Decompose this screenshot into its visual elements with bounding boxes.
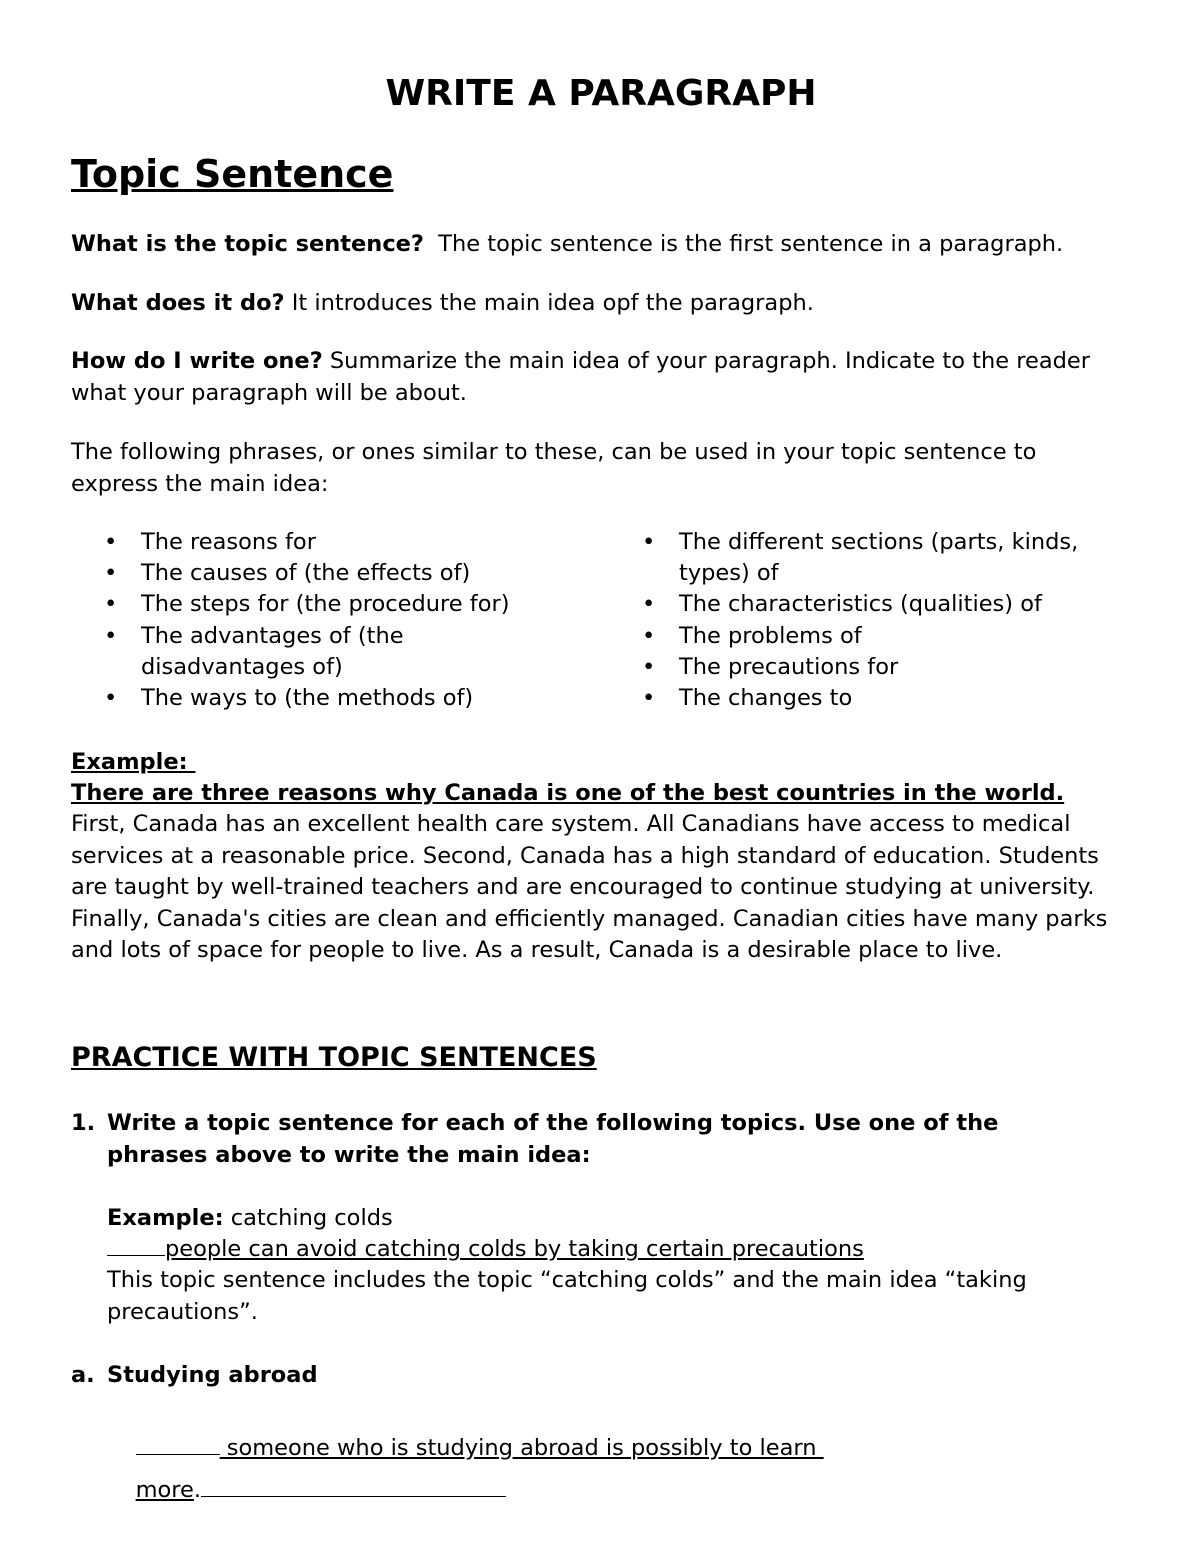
list-item: • The reasons for xyxy=(141,527,316,559)
list-item-continuation: types) of xyxy=(679,560,779,586)
task-number: 1. xyxy=(71,1110,96,1136)
qa-question: How do I write one? xyxy=(71,348,323,374)
list-item: • The characteristics (qualities) of xyxy=(679,589,1042,621)
bullet-icon: • xyxy=(642,529,656,555)
task-instruction: Write a topic sentence for each of the following topics. Use one of the phrases above to write the main idea: xyxy=(107,1110,999,1168)
qa-topic-sentence xyxy=(71,229,1131,261)
bullet-icon: • xyxy=(104,685,118,711)
bullet-icon: • xyxy=(104,591,118,617)
task-example-topic: catching colds xyxy=(223,1205,393,1231)
task-example xyxy=(107,1203,1167,1235)
list-item: • The different sections (parts, kinds, xyxy=(679,527,1078,559)
bullet-icon: • xyxy=(642,654,656,680)
item-a-answer-continued: more xyxy=(135,1476,194,1503)
example-body: First, Canada has an excellent health care system. All Canadians have access to medical services at a reasonable price. Second, Canada has a high standard of education. Students are taught by well-trained teachers and are encouraged to continue studying at university. Finally, Canada's cities are clean and efficiently managed. Canadian cities have many parks and lots of space for people to live. As a result, Canada is a desirable place to live. xyxy=(71,811,1108,963)
list-item: • The precautions for xyxy=(679,652,898,684)
list-item: • The causes of (the effects of) xyxy=(141,558,470,590)
bullet-icon: • xyxy=(642,623,656,649)
qa-answer: Summarize the main idea of your paragraph. Indicate to the reader what your paragraph will be about. xyxy=(71,348,1090,406)
item-a-answer: someone who is studying abroad is possibly to learn xyxy=(219,1434,824,1461)
task-example-answer-line xyxy=(107,1234,1167,1266)
practice-heading: PRACTICE WITH TOPIC SENTENCES xyxy=(71,1042,597,1073)
phrases-intro: The following phrases, or ones similar to these, can be used in your topic sentence to express the main idea: xyxy=(71,439,1037,497)
bullet-icon: • xyxy=(104,623,118,649)
bullet-icon: • xyxy=(642,685,656,711)
task-example-answer: people can avoid catching colds by taking certain precautions xyxy=(165,1236,864,1262)
section-heading: Topic Sentence xyxy=(71,152,394,196)
bullet-icon: • xyxy=(104,529,118,555)
page-title: WRITE A PARAGRAPH xyxy=(385,73,817,114)
task-example-note: This topic sentence includes the topic “catching colds” and the main idea “taking precautions”. xyxy=(107,1267,1027,1325)
bullet-icon: • xyxy=(104,560,118,586)
item-a-answer-line-2[interactable] xyxy=(107,1443,1167,1538)
qa-how-write xyxy=(71,346,1131,409)
item-a-topic: Studying abroad xyxy=(107,1362,318,1388)
blank-line xyxy=(201,1495,506,1497)
qa-answer: It introduces the main idea opf the paragraph. xyxy=(284,290,814,316)
list-item-continuation: disadvantages of) xyxy=(141,654,343,680)
item-a-letter: a. xyxy=(71,1362,95,1388)
qa-what-does-it-do xyxy=(71,288,1131,320)
list-item: • The advantages of (the xyxy=(141,621,404,653)
example-topic-sentence: There are three reasons why Canada is one of the best countries in the world. xyxy=(71,780,1065,806)
list-item: • The steps for (the procedure for) xyxy=(141,589,510,621)
item-a-period: . xyxy=(193,1476,202,1503)
qa-question: What is the topic sentence? xyxy=(71,231,424,257)
bullet-icon: • xyxy=(642,591,656,617)
list-item: • The changes to xyxy=(679,683,852,715)
task-example-label: Example: xyxy=(107,1205,224,1231)
qa-question: What does it do? xyxy=(71,290,285,316)
list-item: • The problems of xyxy=(679,621,862,653)
qa-answer: The topic sentence is the first sentence in a paragraph. xyxy=(423,231,1064,257)
blank-line xyxy=(107,1254,165,1256)
example-label: Example: xyxy=(71,749,196,775)
list-item: • The ways to (the methods of) xyxy=(141,683,473,715)
